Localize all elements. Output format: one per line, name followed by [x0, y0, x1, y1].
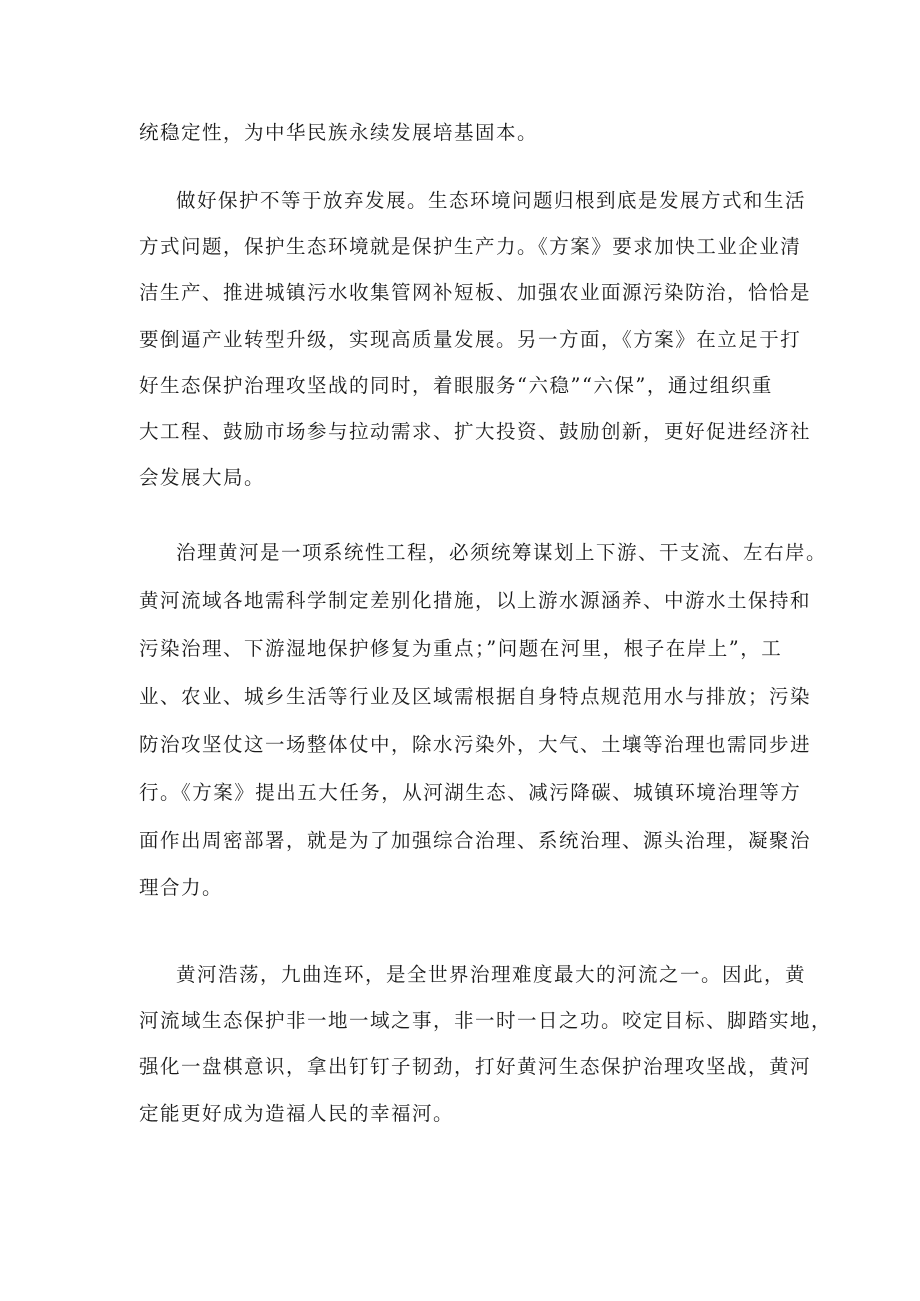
paragraph-4-line-1: 黄河浩荡，九曲连环，是全世界治理难度最大的河流之一。因此，黄	[176, 963, 807, 986]
paragraph-2-line-5: 好生态保护治理攻坚战的同时，着眼服务“六稳”“六保”，通过组织重	[139, 374, 773, 397]
paragraph-4-line-4: 定能更好成为造福人民的幸福河。	[139, 1102, 455, 1125]
paragraph-3-line-6: 行。《方案》提出五大任务，从河湖生态、减污降碳、城镇环境治理等方	[139, 781, 802, 804]
paragraph-2-line-3: 洁生产、推进城镇污水收集管网补短板、加强农业面源污染防治，恰恰是	[139, 281, 812, 304]
paragraph-2-line-1: 做好保护不等于放弃发展。生态环境问题归根到底是发展方式和生活	[176, 189, 807, 212]
paragraph-4-line-2: 河流域生态保护非一地一域之事，非一时一日之功。咬定目标、脚踏实地，	[139, 1009, 833, 1032]
paragraph-2-line-2: 方式问题，保护生态环境就是保护生产力。《方案》要求加快工业企业清	[139, 235, 802, 258]
paragraph-2-line-4: 要倒逼产业转型升级，实现高质量发展。另一方面，《方案》在立足于打	[139, 328, 802, 351]
paragraph-3-line-3: 污染治理、下游湿地保护修复为重点；”问题在河里，根子在岸上”，工	[139, 637, 783, 660]
paragraph-3-line-5: 防治攻坚仗这一场整体仗中，除水污染外，大气、土壤等治理也需同步进	[139, 733, 812, 756]
paragraph-3-line-7: 面作出周密部署，就是为了加强综合治理、系统治理、源头治理，凝聚治	[139, 829, 812, 852]
paragraph-2-line-7: 会发展大局。	[139, 466, 266, 489]
paragraph-3-line-2: 黄河流域各地需科学制定差别化措施，以上游水源涵养、中游水土保持和	[139, 589, 812, 612]
paragraph-3-line-4: 业、农业、城乡生活等行业及区域需根据自身特点规范用水与排放；污染	[139, 685, 812, 708]
paragraph-1-line-1: 统稳定性，为中华民族永续发展培基固本。	[139, 121, 539, 144]
paragraph-2-line-6: 大工程、鼓励市场参与拉动需求、扩大投资、鼓励创新，更好促进经济社	[139, 420, 812, 443]
paragraph-3-line-8: 理合力。	[139, 876, 224, 899]
paragraph-3-line-1: 治理黄河是一项系统性工程，必须统筹谋划上下游、干支流、左右岸。	[176, 541, 828, 564]
paragraph-4-line-3: 强化一盘棋意识，拿出钉钉子韧劲，打好黄河生态保护治理攻坚战，黄河	[139, 1055, 812, 1078]
